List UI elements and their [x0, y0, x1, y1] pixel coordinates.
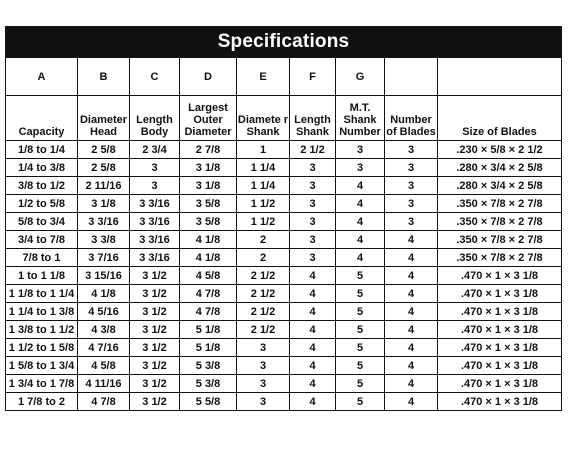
table-row [6, 303, 562, 321]
length-body-cell: 3 1/2 [130, 339, 180, 357]
largest-outer-diameter-cell: 3 1/8 [180, 177, 237, 195]
size-of-blades-cell: .470 × 1 × 3 1/8 [438, 285, 562, 303]
size-of-blades-cell: .470 × 1 × 3 1/8 [438, 303, 562, 321]
length-body-cell: 3 [130, 159, 180, 177]
diameter-head-cell: 4 7/16 [78, 339, 130, 357]
length-body-cell: 3 1/2 [130, 375, 180, 393]
number-of-blades-cell: 4 [385, 393, 438, 411]
capacity-cell: 1/2 to 5/8 [6, 195, 78, 213]
column-name-diameter-head: Diameter Head [78, 96, 130, 141]
table-row [6, 357, 562, 375]
length-shank-cell: 4 [290, 285, 336, 303]
column-letter: A [6, 58, 78, 96]
size-of-blades-cell: .470 × 1 × 3 1/8 [438, 375, 562, 393]
number-of-blades-cell: 4 [385, 231, 438, 249]
diameter-head-cell: 4 11/16 [78, 375, 130, 393]
size-of-blades-cell: .470 × 1 × 3 1/8 [438, 321, 562, 339]
size-of-blades-cell: .350 × 7/8 × 2 7/8 [438, 249, 562, 267]
mt-shank-number-cell: 4 [336, 249, 385, 267]
mt-shank-number-cell: 5 [336, 357, 385, 375]
largest-outer-diameter-cell: 5 3/8 [180, 357, 237, 375]
length-shank-cell: 3 [290, 177, 336, 195]
length-body-cell: 2 3/4 [130, 141, 180, 159]
largest-outer-diameter-cell: 5 1/8 [180, 321, 237, 339]
size-of-blades-cell: .280 × 3/4 × 2 5/8 [438, 159, 562, 177]
length-shank-cell: 3 [290, 231, 336, 249]
number-of-blades-cell: 3 [385, 195, 438, 213]
mt-shank-number-cell: 5 [336, 375, 385, 393]
diameter-shank-cell: 1 1/2 [237, 195, 290, 213]
length-shank-cell: 3 [290, 213, 336, 231]
mt-shank-number-cell: 5 [336, 393, 385, 411]
diameter-shank-cell: 2 1/2 [237, 285, 290, 303]
diameter-shank-cell: 2 [237, 231, 290, 249]
capacity-cell: 1 3/4 to 1 7/8 [6, 375, 78, 393]
capacity-cell: 1 1/8 to 1 1/4 [6, 285, 78, 303]
largest-outer-diameter-cell: 4 7/8 [180, 285, 237, 303]
length-body-cell: 3 1/2 [130, 285, 180, 303]
largest-outer-diameter-cell: 2 7/8 [180, 141, 237, 159]
column-name-row [6, 96, 562, 141]
mt-shank-number-cell: 5 [336, 285, 385, 303]
diameter-head-cell: 4 1/8 [78, 285, 130, 303]
largest-outer-diameter-cell: 4 7/8 [180, 303, 237, 321]
column-letter-row [6, 58, 562, 96]
largest-outer-diameter-cell: 3 5/8 [180, 195, 237, 213]
largest-outer-diameter-cell: 5 3/8 [180, 375, 237, 393]
mt-shank-number-cell: 5 [336, 267, 385, 285]
diameter-shank-cell: 1 1/4 [237, 177, 290, 195]
length-body-cell: 3 1/2 [130, 393, 180, 411]
column-name-diameter-shank: Diamete r Shank [237, 96, 290, 141]
mt-shank-number-cell: 4 [336, 213, 385, 231]
mt-shank-number-cell: 5 [336, 303, 385, 321]
column-letter: F [290, 58, 336, 96]
mt-shank-number-cell: 4 [336, 231, 385, 249]
mt-shank-number-cell: 4 [336, 177, 385, 195]
column-name-size-of-blades: Size of Blades [438, 96, 562, 141]
length-body-cell: 3 3/16 [130, 213, 180, 231]
diameter-head-cell: 4 7/8 [78, 393, 130, 411]
capacity-cell: 1 5/8 to 1 3/4 [6, 357, 78, 375]
length-shank-cell: 3 [290, 159, 336, 177]
largest-outer-diameter-cell: 4 1/8 [180, 231, 237, 249]
largest-outer-diameter-cell: 3 5/8 [180, 213, 237, 231]
capacity-cell: 3/8 to 1/2 [6, 177, 78, 195]
size-of-blades-cell: .470 × 1 × 3 1/8 [438, 357, 562, 375]
number-of-blades-cell: 3 [385, 141, 438, 159]
capacity-cell: 7/8 to 1 [6, 249, 78, 267]
table-title: Specifications [6, 27, 562, 58]
size-of-blades-cell: .280 × 3/4 × 2 5/8 [438, 177, 562, 195]
table-row [6, 141, 562, 159]
capacity-cell: 1/8 to 1/4 [6, 141, 78, 159]
diameter-head-cell: 2 5/8 [78, 159, 130, 177]
diameter-shank-cell: 3 [237, 357, 290, 375]
length-shank-cell: 4 [290, 375, 336, 393]
diameter-head-cell: 3 7/16 [78, 249, 130, 267]
number-of-blades-cell: 4 [385, 267, 438, 285]
diameter-shank-cell: 1 1/4 [237, 159, 290, 177]
diameter-shank-cell: 2 1/2 [237, 303, 290, 321]
column-name-number-of-blades: Number of Blades [385, 96, 438, 141]
column-letter: G [336, 58, 385, 96]
specifications-table [5, 26, 562, 411]
capacity-cell: 1 to 1 1/8 [6, 267, 78, 285]
column-name-capacity: Capacity [6, 96, 78, 141]
table-row [6, 393, 562, 411]
number-of-blades-cell: 4 [385, 375, 438, 393]
mt-shank-number-cell: 3 [336, 141, 385, 159]
table-row [6, 249, 562, 267]
diameter-shank-cell: 1 1/2 [237, 213, 290, 231]
diameter-shank-cell: 3 [237, 339, 290, 357]
length-shank-cell: 4 [290, 339, 336, 357]
length-body-cell: 3 3/16 [130, 249, 180, 267]
size-of-blades-cell: .470 × 1 × 3 1/8 [438, 267, 562, 285]
column-letter [385, 58, 438, 96]
diameter-head-cell: 3 3/8 [78, 231, 130, 249]
length-body-cell: 3 1/2 [130, 267, 180, 285]
diameter-head-cell: 3 15/16 [78, 267, 130, 285]
diameter-head-cell: 2 11/16 [78, 177, 130, 195]
largest-outer-diameter-cell: 4 5/8 [180, 267, 237, 285]
column-name-length-body: Length Body [130, 96, 180, 141]
table-row [6, 339, 562, 357]
column-name-length-shank: Length Shank [290, 96, 336, 141]
largest-outer-diameter-cell: 5 1/8 [180, 339, 237, 357]
capacity-cell: 1/4 to 3/8 [6, 159, 78, 177]
diameter-head-cell: 4 5/8 [78, 357, 130, 375]
table-row [6, 231, 562, 249]
column-name-mt-shank-number: M.T. Shank Number [336, 96, 385, 141]
number-of-blades-cell: 4 [385, 321, 438, 339]
length-shank-cell: 3 [290, 249, 336, 267]
size-of-blades-cell: .350 × 7/8 × 2 7/8 [438, 231, 562, 249]
diameter-shank-cell: 3 [237, 393, 290, 411]
mt-shank-number-cell: 5 [336, 339, 385, 357]
capacity-cell: 3/4 to 7/8 [6, 231, 78, 249]
number-of-blades-cell: 3 [385, 213, 438, 231]
length-body-cell: 3 1/2 [130, 357, 180, 375]
table-row [6, 267, 562, 285]
number-of-blades-cell: 3 [385, 177, 438, 195]
diameter-shank-cell: 2 1/2 [237, 267, 290, 285]
number-of-blades-cell: 4 [385, 285, 438, 303]
column-letter: E [237, 58, 290, 96]
capacity-cell: 1 7/8 to 2 [6, 393, 78, 411]
mt-shank-number-cell: 3 [336, 159, 385, 177]
size-of-blades-cell: .230 × 5/8 × 2 1/2 [438, 141, 562, 159]
column-letter: B [78, 58, 130, 96]
table-row [6, 375, 562, 393]
diameter-shank-cell: 1 [237, 141, 290, 159]
number-of-blades-cell: 4 [385, 249, 438, 267]
length-shank-cell: 4 [290, 267, 336, 285]
column-name-largest-outer-diameter: Largest Outer Diameter [180, 96, 237, 141]
length-shank-cell: 3 [290, 195, 336, 213]
length-shank-cell: 4 [290, 393, 336, 411]
diameter-head-cell: 3 1/8 [78, 195, 130, 213]
length-shank-cell: 2 1/2 [290, 141, 336, 159]
diameter-head-cell: 4 3/8 [78, 321, 130, 339]
length-body-cell: 3 1/2 [130, 303, 180, 321]
table-row [6, 195, 562, 213]
table-row [6, 285, 562, 303]
largest-outer-diameter-cell: 3 1/8 [180, 159, 237, 177]
column-letter: C [130, 58, 180, 96]
number-of-blades-cell: 4 [385, 339, 438, 357]
size-of-blades-cell: .470 × 1 × 3 1/8 [438, 393, 562, 411]
diameter-shank-cell: 3 [237, 375, 290, 393]
largest-outer-diameter-cell: 4 1/8 [180, 249, 237, 267]
number-of-blades-cell: 4 [385, 303, 438, 321]
length-body-cell: 3 3/16 [130, 231, 180, 249]
length-shank-cell: 4 [290, 303, 336, 321]
column-letter: D [180, 58, 237, 96]
length-body-cell: 3 [130, 177, 180, 195]
size-of-blades-cell: .350 × 7/8 × 2 7/8 [438, 213, 562, 231]
table-row [6, 177, 562, 195]
diameter-head-cell: 2 5/8 [78, 141, 130, 159]
length-shank-cell: 4 [290, 357, 336, 375]
table-row [6, 213, 562, 231]
table-body [6, 141, 562, 411]
column-letter [438, 58, 562, 96]
diameter-shank-cell: 2 1/2 [237, 321, 290, 339]
number-of-blades-cell: 4 [385, 357, 438, 375]
diameter-head-cell: 3 3/16 [78, 213, 130, 231]
table-row [6, 321, 562, 339]
capacity-cell: 1 3/8 to 1 1/2 [6, 321, 78, 339]
length-body-cell: 3 1/2 [130, 321, 180, 339]
capacity-cell: 1 1/2 to 1 5/8 [6, 339, 78, 357]
diameter-head-cell: 4 5/16 [78, 303, 130, 321]
number-of-blades-cell: 3 [385, 159, 438, 177]
table-row [6, 159, 562, 177]
size-of-blades-cell: .350 × 7/8 × 2 7/8 [438, 195, 562, 213]
capacity-cell: 5/8 to 3/4 [6, 213, 78, 231]
capacity-cell: 1 1/4 to 1 3/8 [6, 303, 78, 321]
mt-shank-number-cell: 5 [336, 321, 385, 339]
largest-outer-diameter-cell: 5 5/8 [180, 393, 237, 411]
size-of-blades-cell: .470 × 1 × 3 1/8 [438, 339, 562, 357]
mt-shank-number-cell: 4 [336, 195, 385, 213]
length-body-cell: 3 3/16 [130, 195, 180, 213]
length-shank-cell: 4 [290, 321, 336, 339]
diameter-shank-cell: 2 [237, 249, 290, 267]
